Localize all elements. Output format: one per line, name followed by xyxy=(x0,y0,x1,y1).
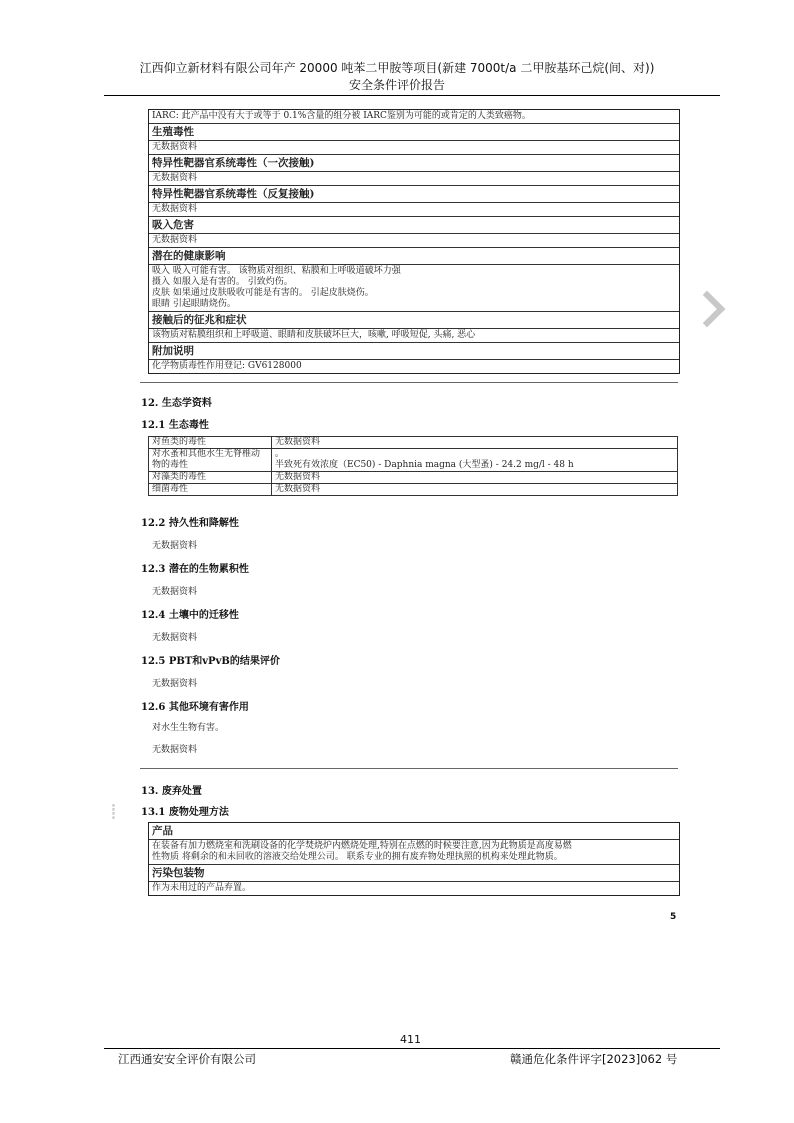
ecotoxicity-table xyxy=(148,436,678,496)
footer-company: 江西通安安全评价有限公司 xyxy=(118,1052,256,1066)
footer-rule xyxy=(104,1048,720,1049)
table-cell-key: 对藻类的毒性 xyxy=(149,472,272,484)
section-12-6-value-1: 对水生生物有害。 xyxy=(152,723,225,733)
section-12-4-value: 无数据资料 xyxy=(152,633,198,643)
footer-page-number: 411 xyxy=(400,1033,421,1046)
table-cell-line: 。 xyxy=(275,449,285,459)
health-effects xyxy=(149,265,679,312)
section-12-6-heading: 12.6 其他环境有害作用 xyxy=(141,702,249,713)
header-title-line2: 安全条件评价报告 xyxy=(348,78,445,92)
table-cell-key: 对鱼类的毒性 xyxy=(149,437,272,449)
reproductive-value: 无数据资料 xyxy=(149,141,679,155)
section-divider xyxy=(140,768,678,769)
table-cell-value: 无数据资料 xyxy=(272,472,678,484)
section-12-6-value-2: 无数据资料 xyxy=(152,745,198,755)
scan-mark-icon: ⁞ xyxy=(110,800,117,825)
section-12-1-heading: 12.1 生态毒性 xyxy=(141,420,209,431)
product-value xyxy=(149,840,679,865)
header-rule xyxy=(104,95,720,96)
section-12-3-value: 无数据资料 xyxy=(152,587,198,597)
packaging-value: 作为未用过的产品弃置。 xyxy=(152,883,252,893)
aspiration-heading: 吸入危害 xyxy=(149,217,679,234)
iarc-row: IARC: 此产品中没有大于或等于 0.1%含量的组分被 IARC鉴别为可能的或肯定的人类致癌物。 xyxy=(149,110,679,124)
table-row xyxy=(149,437,678,449)
product-line: 性物质 将剩余的和未回收的溶液交给处理公司。 联系专业的拥有废弃物处理执照的机构来处理此物质。 xyxy=(152,852,563,862)
section-12-heading: 12. 生态学资料 xyxy=(141,398,212,409)
table-cell-key: 对水蚤和其他水生无脊椎动物的毒性 xyxy=(149,449,272,472)
footer-report-number: 赣通危化条件评字[2023]062 号 xyxy=(510,1052,678,1066)
section-12-4-heading: 12.4 土壤中的迁移性 xyxy=(141,610,239,621)
table-row xyxy=(149,472,678,484)
product-heading: 产品 xyxy=(149,823,679,840)
reproductive-heading: 生殖毒性 xyxy=(149,124,679,141)
inner-page-number: 5 xyxy=(670,912,677,922)
stot-single-value: 无数据资料 xyxy=(149,172,679,186)
stot-single-heading: 特异性靶器官系统毒性（一次接触) xyxy=(149,155,679,172)
table-cell-key: 细菌毒性 xyxy=(149,484,272,496)
section-12-3-heading: 12.3 潜在的生物累积性 xyxy=(141,564,249,575)
symptoms-heading: 接触后的征兆和症状 xyxy=(149,312,679,329)
chevron-right-icon xyxy=(689,291,726,328)
extra-heading: 附加说明 xyxy=(149,343,679,360)
table-cell-value: 无数据资料 xyxy=(272,437,678,449)
health-line: 摄入 如服入是有害的。 引致灼伤。 xyxy=(152,277,293,287)
section-13-1-heading: 13.1 废物处理方法 xyxy=(141,807,229,818)
section-12-2-heading: 12.2 持久性和降解性 xyxy=(141,518,239,529)
health-line: 眼睛 引起眼睛烧伤。 xyxy=(152,299,236,309)
health-line: 吸入 吸入可能有害。 该物质对组织、粘膜和上呼吸道破坏力强 xyxy=(152,266,401,276)
table-cell-line: 半致死有效浓度（EC50) - Daphnia magna (大型蚤) - 24.2 mg/l - 48 h xyxy=(275,460,574,470)
section-12-5-value: 无数据资料 xyxy=(152,679,198,689)
section-12-5-heading: 12.5 PBT和vPvB的结果评价 xyxy=(141,656,280,667)
section-13-heading: 13. 废弃处置 xyxy=(141,786,202,797)
table-cell-value: 无数据资料 xyxy=(272,484,678,496)
health-heading: 潜在的健康影响 xyxy=(149,248,679,265)
product-line: 在装备有加力燃烧室和洗刷设备的化学焚烧炉内燃烧处理,特别在点燃的时候要注意,因为此物质是高度易燃 xyxy=(152,841,572,851)
table-row xyxy=(149,484,678,496)
toxicology-box xyxy=(148,109,680,374)
section-12-2-value: 无数据资料 xyxy=(152,541,198,551)
table-cell-value xyxy=(272,449,678,472)
aspiration-value: 无数据资料 xyxy=(149,234,679,248)
stot-repeat-heading: 特异性靶器官系统毒性（反复接触) xyxy=(149,186,679,203)
section-divider xyxy=(140,382,678,383)
disposal-box xyxy=(148,822,680,896)
table-row xyxy=(149,449,678,472)
health-line: 皮肤 如果通过皮肤吸收可能是有害的。 引起皮肤烧伤。 xyxy=(152,288,374,298)
packaging-heading: 污染包装物 xyxy=(149,865,679,882)
symptoms-value: 该物质对粘膜组织和上呼吸道、眼睛和皮肤破坏巨大，咳嗽, 呼吸短促, 头痛, 恶心 xyxy=(149,329,679,343)
stot-repeat-value: 无数据资料 xyxy=(149,203,679,217)
header-title-line1: 江西仰立新材料有限公司年产 20000 吨苯二甲胺等项目(新建 7000t/a 二甲胺基环己烷(间、对)) xyxy=(139,61,655,75)
extra-value: 化学物质毒性作用登记: GV6128000 xyxy=(152,361,302,371)
